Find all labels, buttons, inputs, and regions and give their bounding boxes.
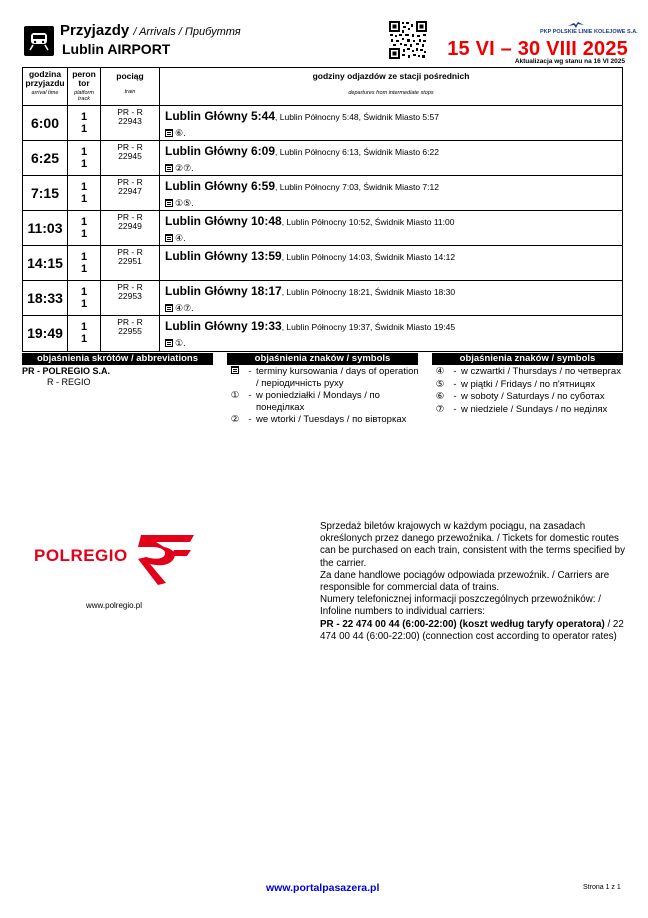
symbol-description: terminy kursowania / days of operation / періодичність руху (256, 366, 419, 389)
operating-days: ④⑦. (175, 303, 194, 313)
calendar-icon (165, 129, 173, 137)
update-date: Aktualizacja wg stanu na 16 VI 2025 (514, 58, 625, 65)
validity-period: 15 VI – 30 VIII 2025 (447, 38, 628, 60)
other-stops: , Lublin Północny 10:52, Świdnik Miasto 11:00 (281, 217, 455, 227)
symbol-item: ⑥ - w soboty / Saturdays / по суботах (431, 391, 626, 403)
operating-days: ②⑦. (175, 163, 194, 173)
origin-departure: Lublin Główny 10:48 (165, 214, 282, 228)
arrival-time: 18:33 (23, 281, 68, 315)
platform: 1 (80, 111, 88, 123)
arrival-time: 19:49 (23, 316, 68, 351)
track: 1 (80, 158, 88, 170)
train-category: PR - R (117, 247, 143, 257)
sales-text-1: Sprzedaż biletów krajowych w każdym pociągu, na zasadach określonych przez danego przewoźnika. / Tickets for domestic routes can be purchased on each train, consistent with the terms specified by the carrier. (320, 521, 625, 569)
sales-info (320, 521, 630, 643)
other-stops: , Lublin Północny 14:03, Świdnik Miasto 14:12 (281, 252, 456, 262)
platform: 1 (80, 251, 88, 263)
col-train: pociąg train (101, 68, 160, 105)
arrival-time: 6:25 (23, 141, 68, 175)
origin-departure: Lublin Główny 6:09 (165, 144, 276, 158)
table-row (23, 141, 622, 176)
operating-days: ④. (175, 233, 186, 243)
symbol-glyph: ② (230, 414, 240, 425)
arrival-time: 7:15 (23, 176, 68, 210)
train-category: PR - R (117, 317, 143, 327)
intermediate-stops (160, 141, 622, 175)
table-row (23, 211, 622, 246)
arrival-time: 6:00 (23, 106, 68, 140)
track: 1 (80, 298, 88, 310)
train-info (101, 211, 160, 245)
train-number: 22949 (118, 221, 142, 231)
symbol-description: w czwartki / Thursdays / по четвергах (461, 366, 621, 377)
train-category: PR - R (117, 107, 143, 117)
abbreviations-header: objaśnienia skrótów / abbreviations (22, 353, 213, 365)
symbol-glyph: ④ (435, 366, 445, 377)
calendar-icon (231, 366, 239, 374)
train-category: PR - R (117, 212, 143, 222)
platform-track (68, 106, 101, 140)
platform: 1 (80, 216, 88, 228)
col-intermediate-stops: godziny odjazdów ze stacji pośrednich departures from intermediate stops (312, 71, 470, 96)
platform-track (68, 211, 101, 245)
abbr-pr: PR - POLREGIO S.A. (22, 366, 111, 376)
operating-days: ①⑤. (175, 198, 194, 208)
train-info (101, 106, 160, 140)
sales-text-2: Za dane handlowe pociągów odpowiada przewoźnik. / Carriers are responsible for commercial data of trains. (320, 569, 610, 594)
symbol-item: ① - w poniedziałki / Mondays / по понеділках (226, 390, 421, 413)
train-number: 22947 (118, 186, 142, 196)
symbol-description: we wtorki / Tuesdays / по вівторках (256, 414, 407, 425)
symbol-item: - terminy kursowania / days of operation / періодичність руху (226, 366, 421, 389)
calendar-icon (165, 304, 173, 312)
platform-track (68, 281, 101, 315)
platform-track (68, 176, 101, 210)
symbol-glyph: ⑤ (435, 378, 445, 390)
train-number: 22943 (118, 116, 142, 126)
table-row (23, 106, 622, 141)
symbols-header-left: objaśnienia znaków / symbols (227, 353, 418, 365)
train-info (101, 176, 160, 210)
train-info (101, 316, 160, 351)
symbols-list-left (226, 366, 421, 427)
page-title (60, 22, 241, 39)
train-info (101, 141, 160, 175)
symbols-header-right: objaśnienia znaków / symbols (432, 353, 623, 365)
origin-departure: Lublin Główny 13:59 (165, 249, 282, 263)
calendar-icon (165, 164, 173, 172)
train-number: 22953 (118, 291, 142, 301)
table-row (23, 246, 622, 281)
arrival-time: 11:03 (23, 211, 68, 245)
intermediate-stops (160, 281, 622, 315)
track: 1 (80, 333, 88, 345)
intermediate-stops (160, 246, 622, 280)
symbol-description: w poniedziałki / Mondays / по понеділках (256, 390, 380, 413)
arrivals-table (22, 67, 623, 352)
other-stops: , Lublin Północny 19:37, Świdnik Miasto 19:45 (281, 322, 456, 332)
track: 1 (80, 263, 88, 275)
abbr-r: R - REGIO (47, 377, 91, 387)
origin-departure: Lublin Główny 18:17 (165, 284, 282, 298)
platform-track (68, 246, 101, 280)
platform-track (68, 141, 101, 175)
qr-code-icon (389, 21, 427, 59)
other-stops: , Lublin Północny 18:21, Świdnik Miasto 18:30 (281, 287, 456, 297)
platform: 1 (80, 146, 88, 158)
origin-departure: Lublin Główny 19:33 (165, 319, 282, 333)
intermediate-stops (160, 316, 622, 351)
symbols-list-right (431, 366, 626, 416)
polregio-logo (34, 533, 199, 588)
symbol-glyph: ① (230, 390, 240, 401)
track: 1 (80, 123, 88, 135)
symbol-glyph: ⑦ (435, 403, 445, 415)
portal-pasazera-link[interactable]: www.portalpasazera.pl (266, 882, 380, 894)
origin-departure: Lublin Główny 5:44 (165, 109, 276, 123)
track: 1 (80, 193, 88, 205)
train-category: PR - R (117, 142, 143, 152)
train-info (101, 246, 160, 280)
col-arrival-time: godzina przyjazdu arrival time (23, 68, 68, 105)
svg-text:POLREGIO: POLREGIO (34, 546, 128, 565)
track: 1 (80, 228, 88, 240)
train-number: 22951 (118, 256, 142, 266)
title-pl: Przyjazdy (60, 22, 130, 39)
station-name: Lublin AIRPORT (62, 41, 171, 57)
train-category: PR - R (117, 177, 143, 187)
platform: 1 (80, 181, 88, 193)
train-number: 22955 (118, 326, 142, 336)
symbol-item: ② - we wtorki / Tuesdays / по вівторках (226, 414, 421, 426)
table-body (23, 106, 622, 351)
symbol-item: ④ - w czwartki / Thursdays / по четвергах (431, 366, 626, 378)
calendar-icon (165, 234, 173, 242)
sales-text-3: Numery telefonicznej informacji poszczególnych przewoźników: / Infoline numbers to individual carriers: (320, 594, 601, 618)
symbol-item: ⑤ - w piątki / Fridays / по п'ятницях (431, 379, 626, 391)
train-number: 22945 (118, 151, 142, 161)
table-header (23, 68, 622, 106)
title-translations: / Arrivals / Прибуття (133, 26, 241, 38)
table-row (23, 281, 622, 316)
intermediate-stops (160, 176, 622, 210)
page-number: Strona 1 z 1 (583, 884, 621, 891)
other-stops: , Lublin Północny 6:13, Świdnik Miasto 6:22 (275, 147, 439, 157)
symbol-description: w soboty / Saturdays / по суботах (461, 391, 605, 402)
intermediate-stops (160, 211, 622, 245)
train-info (101, 281, 160, 315)
train-category: PR - R (117, 282, 143, 292)
operating-days: ①. (175, 338, 186, 348)
pkp-plk-logo: PKP POLSKIE LINIE KOLEJOWE S.A. (540, 22, 638, 35)
symbol-item: ⑦ - w niedziele / Sundays / по неділях (431, 404, 626, 416)
sales-text-4 (320, 619, 630, 643)
other-stops: , Lublin Północny 7:03, Świdnik Miasto 7:12 (275, 182, 439, 192)
symbol-description: w piątki / Fridays / по п'ятницях (461, 378, 596, 390)
calendar-icon (165, 339, 173, 347)
train-icon (24, 26, 54, 56)
symbol-glyph: ⑥ (435, 391, 445, 402)
calendar-icon (165, 199, 173, 207)
table-row (23, 316, 622, 351)
operating-days: ⑥. (175, 128, 186, 138)
other-stops: , Lublin Północny 5:48, Świdnik Miasto 5:57 (275, 112, 439, 122)
platform-track (68, 316, 101, 351)
polregio-url[interactable]: www.polregio.pl (86, 601, 143, 610)
col-platform: peron tor platform track (68, 68, 101, 105)
infoline-pr: PR - 22 474 00 44 (6:00-22:00) (koszt według taryfy operatora) (320, 618, 605, 630)
infoline-rest: / 22 474 00 44 (6:00-22:00) (connection cost according to operator rates) (320, 618, 624, 642)
arrival-time: 14:15 (23, 246, 68, 280)
symbol-description: w niedziele / Sundays / по неділях (461, 403, 608, 415)
abbreviations-list (22, 366, 110, 388)
platform: 1 (80, 286, 88, 298)
intermediate-stops (160, 106, 622, 140)
origin-departure: Lublin Główny 6:59 (165, 179, 276, 193)
platform: 1 (80, 321, 88, 333)
table-row (23, 176, 622, 211)
